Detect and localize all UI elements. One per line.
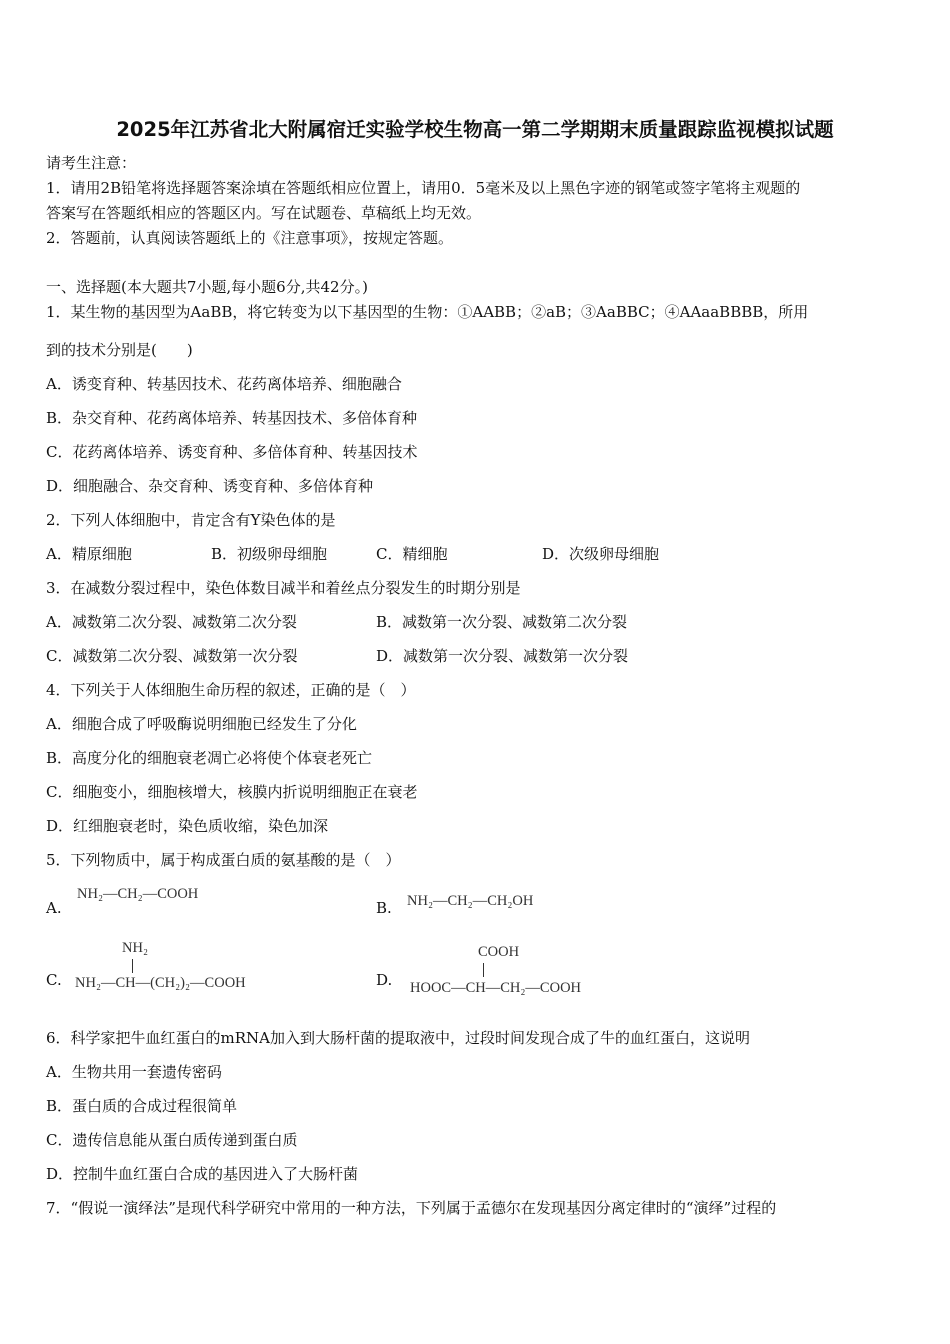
question-5-option-a-formula: NH₂—CH₂—COOH xyxy=(77,886,199,902)
notice-line-2: 答案写在答题纸相应的答题区内。写在试题卷、草稿纸上均无效。 xyxy=(46,204,482,222)
amino-group-label: NH₂ xyxy=(122,940,148,956)
question-6-option-d[interactable]: D．控制牛血红蛋白合成的基因进入了大肠杆菌 xyxy=(46,1165,359,1183)
question-3-option-c[interactable]: C．减数第二次分裂、减数第一次分裂 xyxy=(46,647,298,665)
question-2-option-c[interactable]: C．精细胞 xyxy=(376,545,448,563)
bond-line xyxy=(132,959,133,973)
question-2-option-b[interactable]: B．初级卵母细胞 xyxy=(211,545,328,563)
question-6-stem: 6．科学家把牛血红蛋白的mRNA加入到大肠杆菌的提取液中，过段时间发现合成了牛的血红蛋白，这说明 xyxy=(46,1029,751,1047)
question-3-stem: 3．在减数分裂过程中，染色体数目减半和着丝点分裂发生的时期分别是 xyxy=(46,579,521,597)
question-6-option-c[interactable]: C．遗传信息能从蛋白质传递到蛋白质 xyxy=(46,1131,298,1149)
question-7-stem: 7．“假说一演绎法”是现代科学研究中常用的一种方法，下列属于孟德尔在发现基因分离定律时的“演绎”过程的 xyxy=(46,1199,777,1217)
question-6-option-a[interactable]: A．生物共用一套遗传密码 xyxy=(46,1063,222,1081)
question-4-stem: 4．下列关于人体细胞生命历程的叙述，正确的是（ ） xyxy=(46,681,416,699)
question-3-option-b[interactable]: B．减数第一次分裂、减数第二次分裂 xyxy=(376,613,628,631)
question-2-option-a[interactable]: A．精原细胞 xyxy=(46,545,132,563)
question-3-option-a[interactable]: A．减数第二次分裂、减数第二次分裂 xyxy=(46,613,297,631)
question-4-option-a[interactable]: A．细胞合成了呼吸酶说明细胞已经发生了分化 xyxy=(46,715,357,733)
question-1-stem-cont: 到的技术分别是( ) xyxy=(46,341,193,359)
question-1-option-c[interactable]: C．花药离体培养、诱变育种、多倍体育种、转基因技术 xyxy=(46,443,418,461)
chain-formula: NH₂—CH—(CH₂)₂—COOH xyxy=(75,975,246,991)
question-1-option-d[interactable]: D．细胞融合、杂交育种、诱变育种、多倍体育种 xyxy=(46,477,374,495)
question-4-option-d[interactable]: D．红细胞衰老时，染色质收缩，染色加深 xyxy=(46,817,329,835)
question-4-option-c[interactable]: C．细胞变小，细胞核增大，核膜内折说明细胞正在衰老 xyxy=(46,783,418,801)
question-2-option-d[interactable]: D．次级卵母细胞 xyxy=(542,545,660,563)
question-3-option-d[interactable]: D．减数第一次分裂、减数第一次分裂 xyxy=(376,647,629,665)
question-5-option-a-label[interactable]: A. xyxy=(46,899,62,917)
carboxyl-group-label: COOH xyxy=(478,944,520,960)
chain-formula: HOOC—CH—CH₂—COOH xyxy=(410,980,582,996)
question-5-option-d-label[interactable]: D. xyxy=(376,971,393,989)
bond-line xyxy=(483,963,484,977)
question-5-option-b-label[interactable]: B. xyxy=(376,899,392,917)
question-1-option-a[interactable]: A．诱变育种、转基因技术、花药离体培养、细胞融合 xyxy=(46,375,402,393)
question-4-option-b[interactable]: B．高度分化的细胞衰老凋亡必将使个体衰老死亡 xyxy=(46,749,373,767)
section-heading: 一、选择题(本大题共7小题,每小题6分,共42分。) xyxy=(46,278,368,296)
notice-heading: 请考生注意： xyxy=(46,154,137,172)
notice-line-1: 1．请用2B铅笔将选择题答案涂填在答题纸相应位置上，请用0．5毫米及以上黑色字迹的钢笔或签字笔将主观题的 xyxy=(46,179,801,197)
question-1-option-b[interactable]: B．杂交育种、花药离体培养、转基因技术、多倍体育种 xyxy=(46,409,418,427)
question-6-option-b[interactable]: B．蛋白质的合成过程很简单 xyxy=(46,1097,238,1115)
page-title: 2025年江苏省北大附属宿迁实验学校生物高一第二学期期末质量跟踪监视模拟试题 xyxy=(116,118,834,141)
question-5-stem: 5．下列物质中，属于构成蛋白质的氨基酸的是（ ） xyxy=(46,851,401,869)
question-5-option-c-label[interactable]: C. xyxy=(46,971,62,989)
question-2-stem: 2．下列人体细胞中，肯定含有Y染色体的是 xyxy=(46,511,336,529)
question-1-stem: 1．某生物的基因型为AaBB，将它转变为以下基因型的生物：①AABB；②aB；③AaBBC；④AAaaBBBB，所用 xyxy=(46,303,809,321)
notice-line-3: 2．答题前，认真阅读答题纸上的《注意事项》，按规定答题。 xyxy=(46,229,454,247)
question-5-option-b-formula: NH₂—CH₂—CH₂OH xyxy=(407,893,534,909)
